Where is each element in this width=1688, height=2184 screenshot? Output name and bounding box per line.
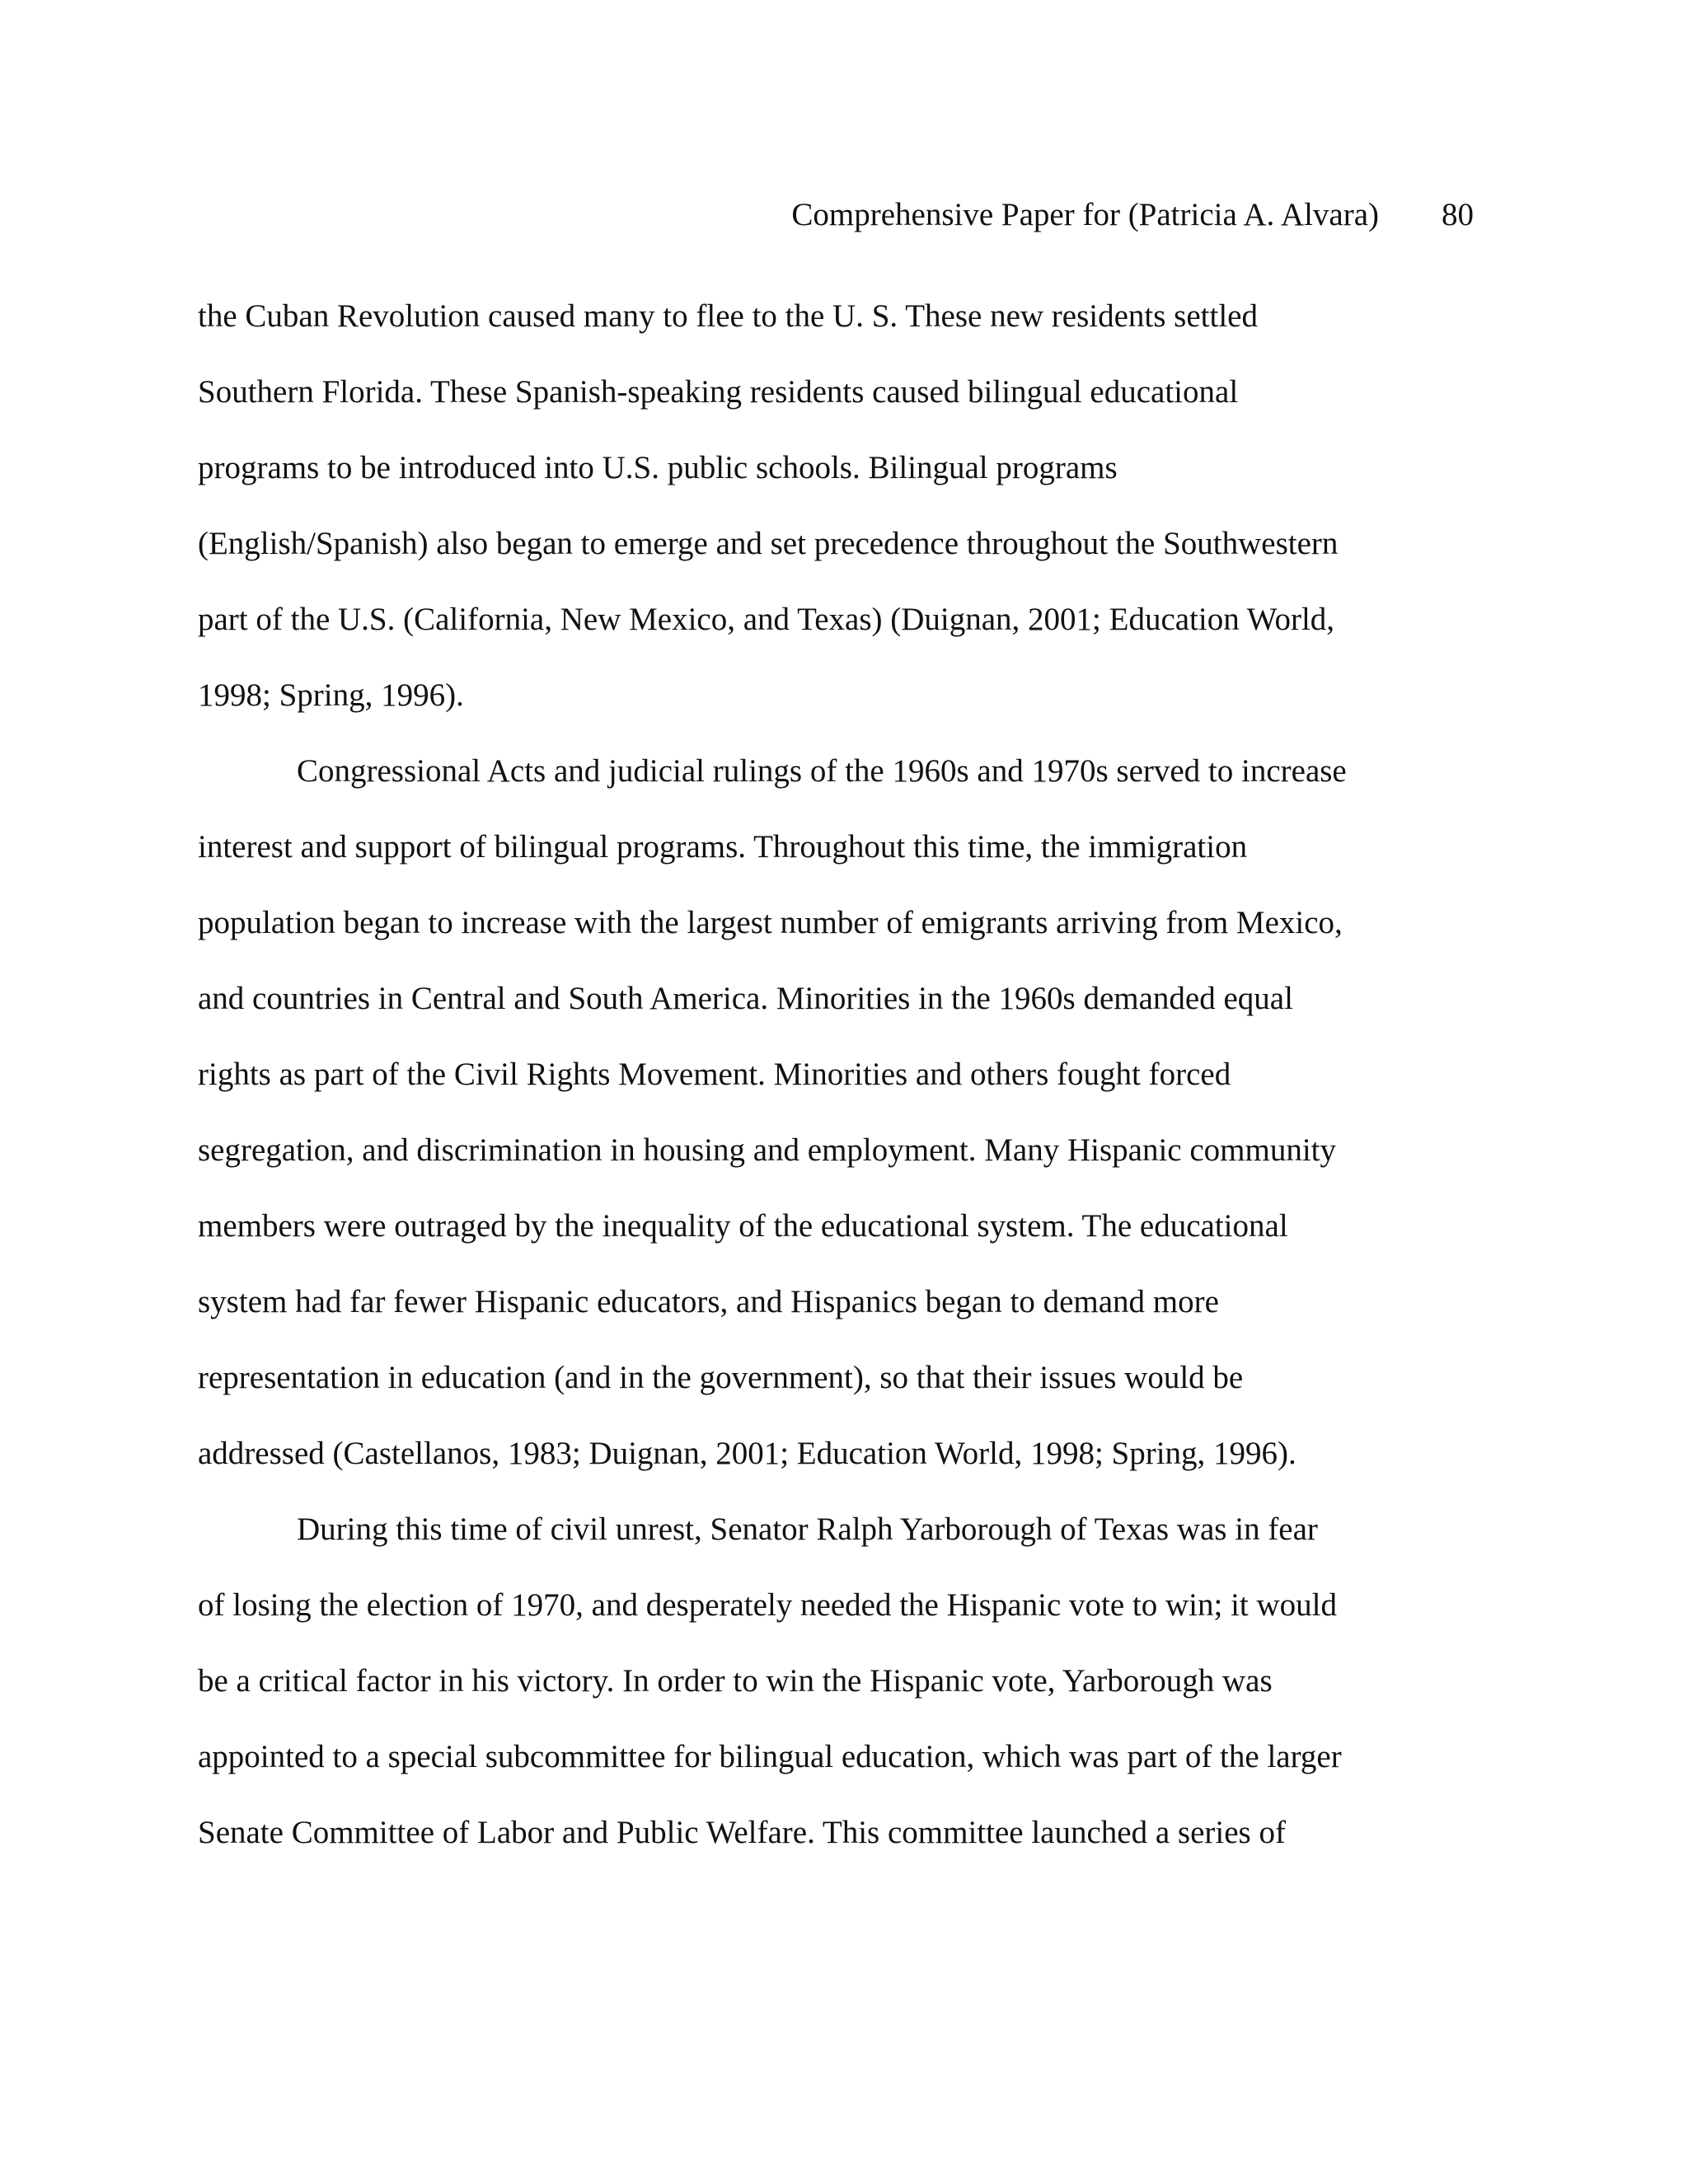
running-title: Comprehensive Paper for (Patricia A. Alvara) xyxy=(791,197,1379,232)
text-line: Southern Florida. These Spanish-speaking residents caused bilingual educational xyxy=(198,374,1239,410)
text-line: (English/Spanish) also began to emerge and set precedence throughout the Southwestern xyxy=(198,526,1339,561)
text-line: part of the U.S. (California, New Mexico, and Texas) (Duignan, 2001; Education World, xyxy=(198,602,1335,637)
text-line: be a critical factor in his victory. In order to win the Hispanic vote, Yarborough was xyxy=(198,1663,1273,1699)
text-line: Senate Committee of Labor and Public Welfare. This committee launched a series of xyxy=(198,1815,1286,1850)
text-line: and countries in Central and South America. Minorities in the 1960s demanded equal xyxy=(198,981,1293,1016)
text-line: addressed (Castellanos, 1983; Duignan, 2001; Education World, 1998; Spring, 1996). xyxy=(198,1436,1296,1471)
text-line: members were outraged by the inequality of the educational system. The educational xyxy=(198,1208,1288,1244)
text-line: rights as part of the Civil Rights Movement. Minorities and others fought forced xyxy=(198,1057,1231,1092)
page-number: 80 xyxy=(1442,197,1474,232)
text-line: appointed to a special subcommittee for bilingual education, which was part of the larger xyxy=(198,1739,1342,1774)
text-line: Congressional Acts and judicial rulings of the 1960s and 1970s served to increase xyxy=(297,753,1347,789)
text-line: 1998; Spring, 1996). xyxy=(198,677,464,713)
text-line: representation in education (and in the government), so that their issues would be xyxy=(198,1360,1244,1395)
running-head xyxy=(791,194,1474,236)
text-line: population began to increase with the largest number of emigrants arriving from Mexico, xyxy=(198,905,1343,940)
text-line: the Cuban Revolution caused many to flee to the U. S. These new residents settled xyxy=(198,298,1258,334)
text-line: of losing the election of 1970, and desperately needed the Hispanic vote to win; it would xyxy=(198,1587,1337,1623)
text-line: system had far fewer Hispanic educators, and Hispanics began to demand more xyxy=(198,1284,1219,1319)
text-line: programs to be introduced into U.S. public schools. Bilingual programs xyxy=(198,450,1118,485)
body-text xyxy=(198,295,1385,1887)
text-line: interest and support of bilingual programs. Throughout this time, the immigration xyxy=(198,829,1248,865)
text-line: During this time of civil unrest, Senator Ralph Yarborough of Texas was in fear xyxy=(297,1511,1318,1547)
text-line: segregation, and discrimination in housing and employment. Many Hispanic community xyxy=(198,1132,1337,1168)
